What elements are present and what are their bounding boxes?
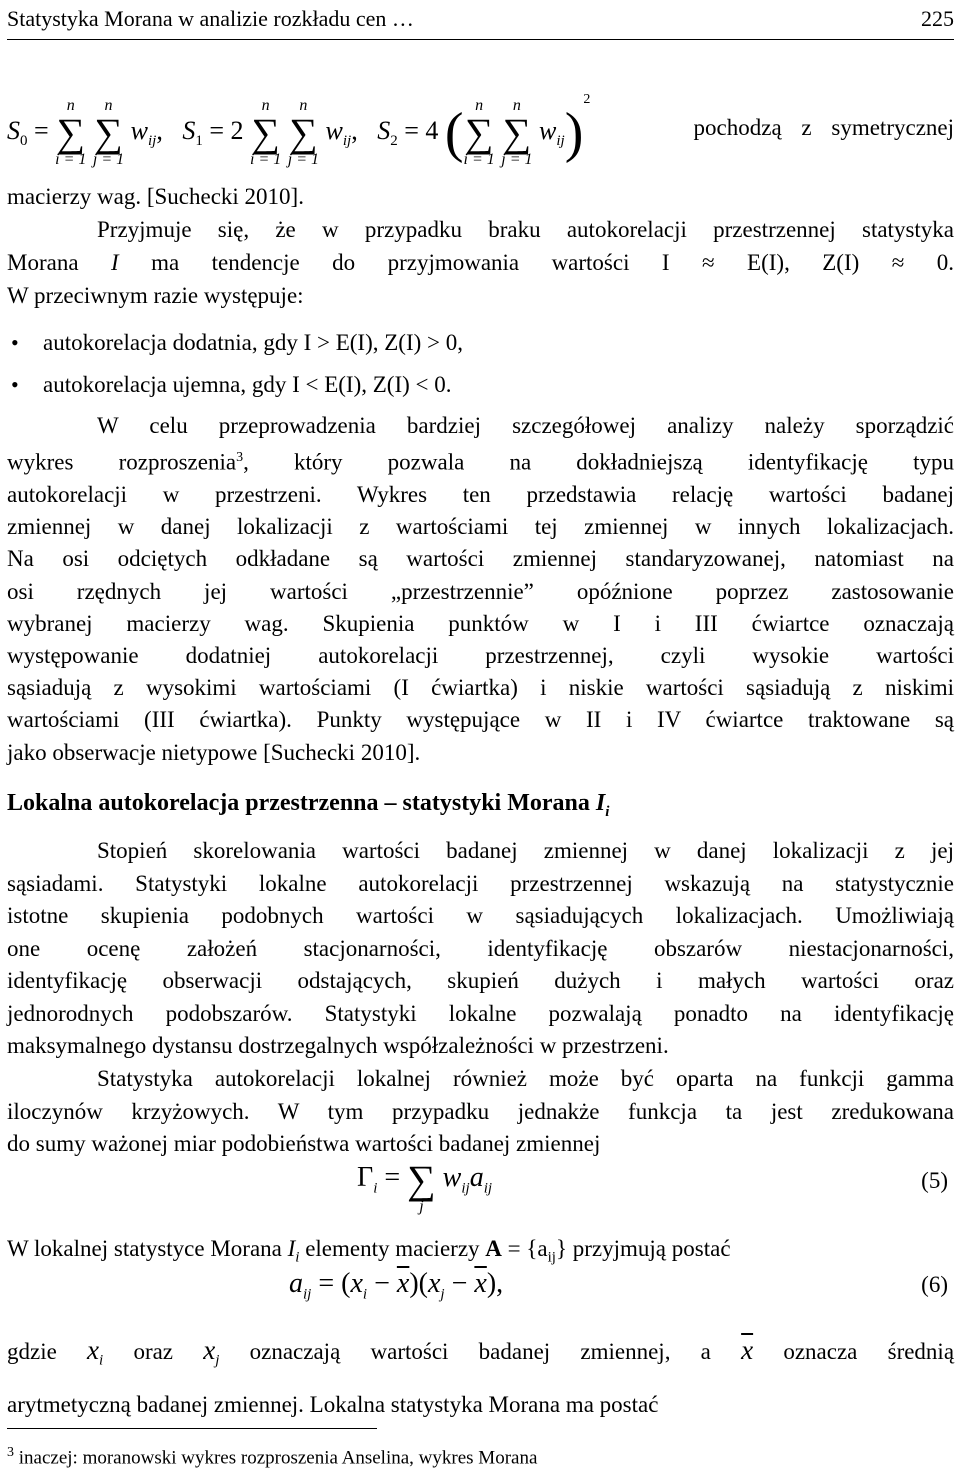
footnote-rule (7, 1428, 377, 1429)
paragraph-6: gdzie $x_i$ oraz $x_j$ oznaczają wartości badanej zmiennej, a $\overline{x}$ oznacza średnią arytmetyczną badanej zmiennej. Lokalna statystyka Morana ma postać (7, 1335, 955, 1417)
header-rule (7, 39, 954, 40)
formula-tail-text: pochodzą z symetrycznej (693, 115, 954, 140)
footnote (7, 1445, 537, 1469)
running-title: Statystyka Morana w analizie rozkładu cen … (7, 6, 414, 31)
paragraph-1: macierzy wag. [Suchecki 2010]. Przyjmuje się, że w przypadku braku autokorelacji przestrzennej statystyka Morana I ma tendencje do przyjmowania wartości I ≈ E(I), Z(I) ≈ 0. W przeciwnym razie występuje: (7, 184, 955, 308)
bullet-negative: • autokorelacja ujemna, gdy I < E(I), Z(I) < 0. (7, 364, 954, 406)
bullet-positive: • autokorelacja dodatnia, gdy I > E(I), Z(I) > 0, (7, 322, 954, 364)
equation-5-number: (5) (921, 1168, 948, 1193)
equation-6-number: (6) (921, 1272, 948, 1297)
footnote-number: 3 (7, 1445, 14, 1460)
paragraph-5: W lokalnej statystyce Morana $I_i$ elementy macierzy $A = \{a_{ij}\}$ przyjmują postać (7, 1236, 731, 1266)
equation-6: $a_{ij} = (x_i - \overline{x})(x_j - \overline{x})$, (6) (289, 1268, 948, 1303)
bullet-list (7, 322, 954, 406)
paragraph-2: W celu przeprowadzenia bardziej szczegółowej analizy należy sporządzić wykres rozproszenia$^3$, który pozwala na dokładniejszą identyfikację typu autokorelacji w przestrzeni. Wykres ten przedstawia relację wartości badanej zmiennej w danej lokalizacji z wartościami tej zmiennej w innych lokalizacjach. Na osi odciętych odkładane są wartości zmiennej standaryzowanej, natomiast na osi rzędnych jej wartości „przestrzennie” opóźnione poprzez zastosowanie wybranej macierzy wag. Skupienia punktów w I i III ćwiartce oznaczają występowanie dodatniej autokorelacji przestrzennej, czyli wysokie wartości sąsiadują z wysokimi wartościami (I ćwiartka) i niskie wartości sąsiadują z niskimi wartościami (III ćwiartka). Punkty występujące w II i IV ćwiartce traktowane są jako obserwacje nietypowe [Suchecki 2010]. (7, 413, 954, 765)
section-heading: Lokalna autokorelacja przestrzenna – statystyki Morana $I_i$ (7, 790, 610, 820)
paragraph-3: Stopień skorelowania wartości badanej zmiennej w danej lokalizacji z jej sąsiadami. Statystyki lokalne autokorelacji przestrzennej wskazują na statystycznie istotne skupienia podobnych wartości w sąsiadujących lokalizacjach. Umożliwiają one ocenę założeń stacjonarności, identyfikację obszarów niestacjonarności, identyfikację obserwacji odstających, skupień dużych i małych wartości oraz jednorodnych podobszarów. Statystyki lokalne pozwalają ponadto na identyfikację maksymalnego dystansu dostrzegalnych współzależności w przestrzeni. (7, 838, 954, 1058)
formula-s-line: $S_0$ = n ∑ i = 1 n ∑ j = 1 $w_{ij}$, $S_1 = 2$ n ∑ i = 1 n ∑ j = 1 $w_{ij}$, $S_2 = 4$ ( n ∑ i = 1 n ∑ j = 1 $w_{ij})^2$ pochodzą z symetrycznej (7, 92, 954, 169)
running-header (7, 6, 954, 36)
page-number: 225 (921, 6, 954, 31)
paragraph-4: Statystyka autokorelacji lokalnej również może być oparta na funkcji gamma iloczynów krzyżowych. W tym przypadku jednakże funkcja ta jest zredukowana do sumy ważonej miar podobieństwa wartości badanej zmiennej (7, 1066, 954, 1156)
footnote-text: inaczej: moranowski wykres rozproszenia Anselina, wykres Morana (18, 1447, 538, 1469)
equation-5: $\Gamma_i$ = ∑ j $w_{ij}a_{ij}$ (5) (357, 1157, 948, 1215)
